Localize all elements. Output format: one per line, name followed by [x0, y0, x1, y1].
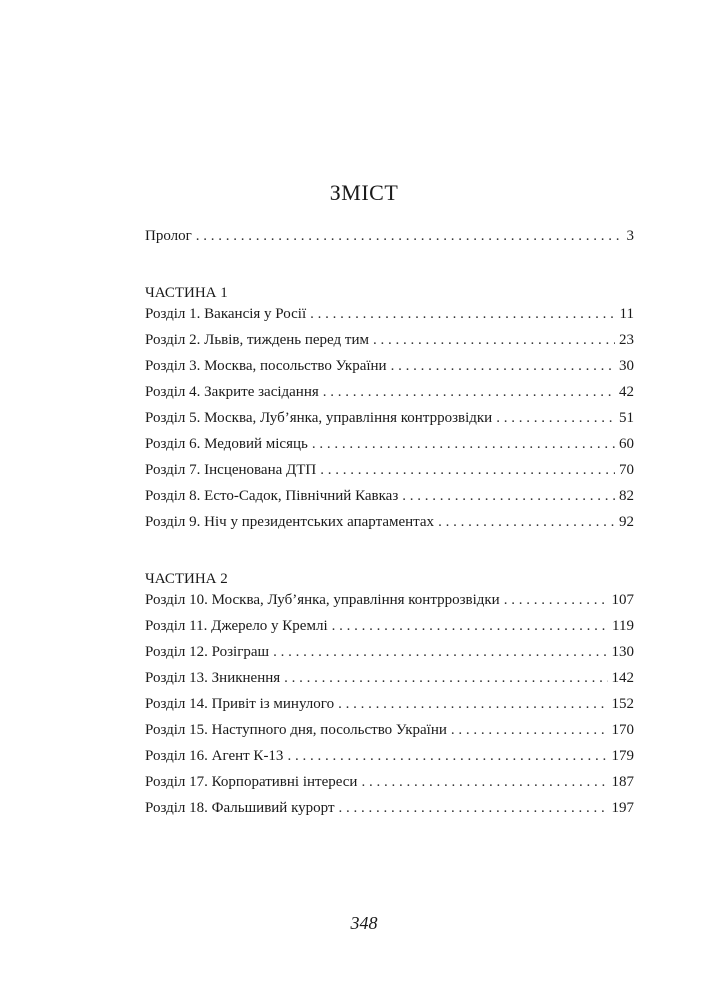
toc-prologue [145, 228, 634, 254]
toc-entry-page: 119 [612, 618, 634, 634]
toc-entry-label: Пролог [145, 228, 192, 244]
toc-entry-label: Розділ 18. Фальшивий курорт [145, 800, 335, 816]
toc-leader-dots [338, 696, 607, 713]
toc-entry [145, 462, 634, 488]
toc-leader-dots [373, 332, 615, 349]
toc-entry-page: 70 [619, 462, 634, 478]
page-title: ЗМІСТ [329, 180, 399, 205]
toc-entry-page: 92 [619, 514, 634, 530]
part-heading: ЧАСТИНА 1 [145, 285, 228, 301]
toc-entry-label: Розділ 16. Агент К-13 [145, 748, 284, 764]
toc-entry-label: Розділ 1. Вакансія у Росії [145, 306, 307, 322]
toc-entry-page: 3 [626, 228, 634, 244]
toc-entry [145, 644, 634, 670]
toc-entry [145, 696, 634, 722]
toc-leader-dots [332, 618, 608, 635]
toc-entry-label: Розділ 3. Москва, посольство України [145, 358, 387, 374]
toc-entry-page: 179 [611, 748, 634, 764]
toc-entry [145, 800, 634, 826]
toc-entry-label: Розділ 10. Москва, Луб’янка, управління контррозвідки [145, 592, 500, 608]
toc-entry-page: 30 [619, 358, 634, 374]
toc-entry-page: 142 [611, 670, 634, 686]
toc-entry-label: Розділ 2. Львів, тиждень перед тим [145, 332, 369, 348]
toc-leader-dots [287, 748, 607, 765]
toc-entry-page: 107 [611, 592, 634, 608]
toc-entry [145, 358, 634, 384]
toc-entry-page: 187 [611, 774, 634, 790]
toc-entry-label: Розділ 17. Корпоративні інтереси [145, 774, 358, 790]
toc-entry-page: 42 [619, 384, 634, 400]
toc-entry [145, 384, 634, 410]
toc-entry [145, 306, 634, 332]
toc-leader-dots [361, 774, 607, 791]
toc-entry-page: 11 [619, 306, 634, 322]
toc-entry [145, 670, 634, 696]
toc-leader-dots [391, 358, 615, 375]
toc-leader-dots [310, 306, 615, 323]
toc-entry-label: Розділ 13. Зникнення [145, 670, 281, 686]
toc-entry-page: 60 [619, 436, 634, 452]
toc-entry [145, 410, 634, 436]
toc-leader-dots [312, 436, 615, 453]
toc-leader-dots [438, 514, 615, 531]
toc-entry-page: 152 [611, 696, 634, 712]
toc-leader-dots [320, 462, 615, 479]
toc-leader-dots [451, 722, 608, 739]
toc-entry [145, 488, 634, 514]
toc-entry-label: Розділ 6. Медовий місяць [145, 436, 308, 452]
toc-part-1 [145, 280, 634, 540]
toc-entry-label: Розділ 5. Москва, Луб’янка, управління контррозвідки [145, 410, 493, 426]
toc-entry-label: Розділ 9. Ніч у президентських апартаментах [145, 514, 435, 530]
toc-leader-dots [496, 410, 615, 427]
toc-entry [145, 592, 634, 618]
toc-entry [145, 618, 634, 644]
toc-leader-dots [323, 384, 615, 401]
toc-leader-dots [196, 228, 623, 245]
page-number: 348 [350, 913, 378, 933]
toc-entry [145, 748, 634, 774]
toc-entry-prologue [145, 228, 634, 254]
toc-entry-label: Розділ 8. Есто-Садок, Північний Кавказ [145, 488, 399, 504]
toc-leader-dots [402, 488, 615, 505]
toc-entry-page: 51 [619, 410, 634, 426]
toc-entry [145, 332, 634, 358]
toc-entry-label: Розділ 15. Наступного дня, посольство України [145, 722, 447, 738]
toc-entry-page: 170 [611, 722, 634, 738]
toc-entry-page: 82 [619, 488, 634, 504]
toc-entry [145, 514, 634, 540]
toc-entry [145, 436, 634, 462]
toc-entry-label: Розділ 11. Джерело у Кремлі [145, 618, 328, 634]
toc-leader-dots [504, 592, 608, 609]
toc-entry-page: 23 [619, 332, 634, 348]
toc-entry-label: Розділ 4. Закрите засідання [145, 384, 319, 400]
toc-leader-dots [273, 644, 607, 661]
toc-entry-page: 197 [611, 800, 634, 816]
toc-part-2 [145, 566, 634, 826]
toc-entry-label: Розділ 14. Привіт із минулого [145, 696, 335, 712]
toc-entry [145, 722, 634, 748]
toc-leader-dots [339, 800, 608, 817]
toc-entry [145, 774, 634, 800]
toc-entry-page: 130 [611, 644, 634, 660]
toc-leader-dots [284, 670, 607, 687]
toc-entry-label: Розділ 7. Інсценована ДТП [145, 462, 317, 478]
toc-entry-label: Розділ 12. Розіграш [145, 644, 270, 660]
part-heading: ЧАСТИНА 2 [145, 571, 228, 587]
